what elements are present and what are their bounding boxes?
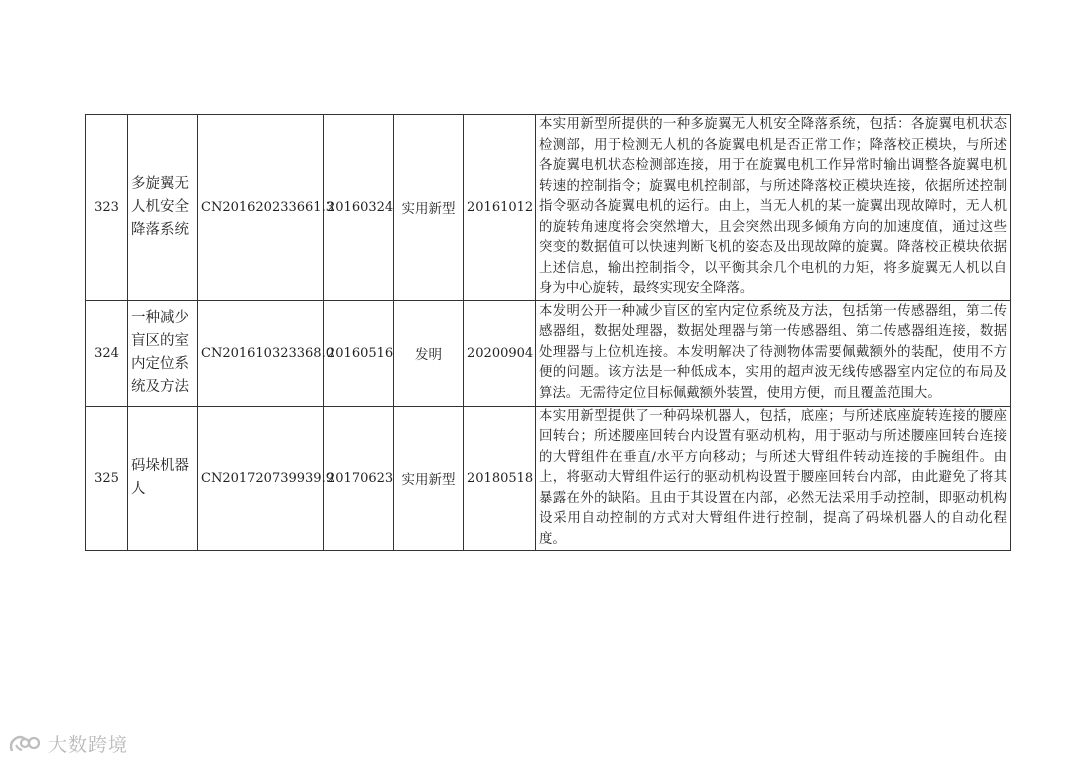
patent-name: 码垛机器人 [128,406,198,551]
application-date: 20170623 [324,406,394,551]
table-row [86,115,1011,301]
patent-name: 多旋翼无人机安全降落系统 [128,115,198,301]
publication-date: 20180518 [464,406,536,551]
application-number: CN201610323368.0 [198,300,324,406]
table-row [86,406,1011,551]
row-index: 324 [86,300,128,406]
application-number: CN201720739939.9 [198,406,324,551]
patent-abstract: 本实用新型提供了一种码垛机器人，包括，底座；与所述底座旋转连接的腰座回转台；所述腰座回转台内设置有驱动机构，用于驱动与所述腰座回转台连接的大臂组件在垂直/水平方向移动；与所述大臂组件转动连接的手腕组件。由上，将驱动大臂组件运行的驱动机构设置于腰座回转台内部，由此避免了将其暴露在外的缺陷。且由于其设置在内部，必然无法采用手动控制，即驱动机构设采用自动控制的方式对大臂组件进行控制，提高了码垛机器人的自动化程度。 [536,406,1011,551]
row-index: 323 [86,115,128,301]
patent-abstract: 本发明公开一种减少盲区的室内定位系统及方法，包括第一传感器组，第二传感器组，数据处理器，数据处理器与第一传感器组、第二传感器组连接，数据处理器与上位机连接。本发明解决了待测物体需要佩戴额外的装配，使用不方便的问题。该方法是一种低成本，实用的超声波无线传感器室内定位的布局及算法。无需待定位目标佩戴额外装置，使用方便，而且覆盖范围大。 [536,300,1011,406]
publication-date: 20200904 [464,300,536,406]
patent-name: 一种减少盲区的室内定位系统及方法 [128,300,198,406]
row-index: 325 [86,406,128,551]
application-date: 20160516 [324,300,394,406]
application-number: CN201620233661.3 [198,115,324,301]
watermark-text: 大数跨境 [48,734,129,756]
application-date: 20160324 [324,115,394,301]
patent-type: 实用新型 [394,406,464,551]
patent-type: 发明 [394,300,464,406]
patent-table [85,114,1011,551]
cloud-logo-icon [8,733,44,755]
publication-date: 20161012 [464,115,536,301]
watermark [8,730,128,757]
patent-type: 实用新型 [394,115,464,301]
patent-abstract: 本实用新型所提供的一种多旋翼无人机安全降落系统，包括：各旋翼电机状态检测部，用于检测无人机的各旋翼电机是否正常工作；降落校正模块，与所述各旋翼电机状态检测部连接，用于在旋翼电机工作异常时输出调整各旋翼电机转速的控制指令；旋翼电机控制部，与所述降落校正模块连接，依据所述控制指令驱动各旋翼电机的运行。由上，当无人机的某一旋翼出现故障时，无人机的旋转角速度将会突然增大，且会突然出现多倾角方向的加速度值，通过这些突变的数据值可以快速判断飞机的姿态及出现故障的旋翼。降落校正模块依据上述信息，输出控制指令，以平衡其余几个电机的力矩，将多旋翼无人机以自身为中心旋转，最终实现安全降落。 [536,115,1011,301]
table-row [86,300,1011,406]
